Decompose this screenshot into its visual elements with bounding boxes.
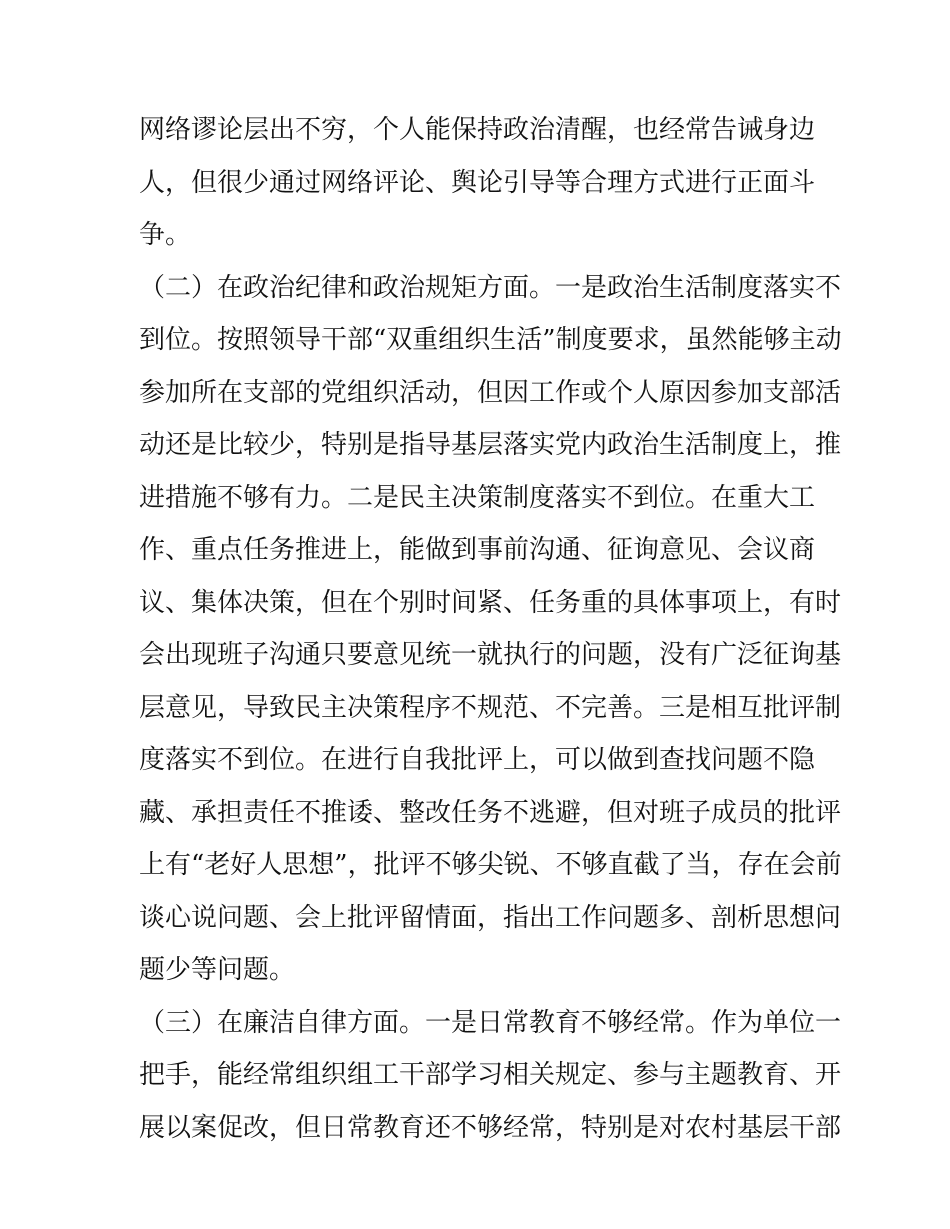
text-line: 会出现班子沟通只要意见统一就执行的问题，没有广泛征询基 — [139, 640, 842, 670]
text-line: 到位。按照领导干部“双重组织生活”制度要求，虽然能够主动 — [139, 325, 842, 355]
text-line: 进措施不够有力。二是民主决策制度落实不到位。在重大工 — [139, 482, 816, 513]
text-line: 层意见，导致民主决策程序不规范、不完善。三是相互批评制 — [139, 692, 842, 723]
text-line: 人，但很少通过网络评论、舆论引导等合理方式进行正面斗 — [139, 167, 816, 198]
document-body — [139, 104, 842, 1154]
text-line: 参加所在支部的党组织活动，但因工作或个人原因参加支部活 — [139, 377, 842, 408]
text-line: 上有“老好人思想”，批评不够尖锐、不够直截了当，存在会前 — [139, 850, 842, 880]
text-line: 展以案促改，但日常教育还不够经常，特别是对农村基层干部 — [139, 1112, 842, 1143]
text-line: 网络谬论层出不穷，个人能保持政治清醒，也经常告诫身边 — [139, 115, 816, 145]
text-line: 藏、承担责任不推诿、整改任务不逃避，但对班子成员的批评 — [139, 797, 842, 828]
text-line: 争。 — [139, 220, 192, 250]
section-heading-line: （二）在政治纪律和政治规矩方面。一是政治生活制度落实不 — [139, 272, 842, 303]
text-line: 议、集体决策，但在个别时间紧、任务重的具体事项上，有时 — [139, 587, 842, 618]
text-line: 作、重点任务推进上，能做到事前沟通、征询意见、会议商 — [139, 535, 816, 565]
text-line: 谈心说问题、会上批评留情面，指出工作问题多、剖析思想问 — [139, 902, 842, 933]
text-line: 题少等问题。 — [139, 955, 296, 985]
text-line: 度落实不到位。在进行自我批评上，可以做到查找问题不隐 — [139, 745, 816, 775]
text-line: 把手，能经常组织组工干部学习相关规定、参与主题教育、开 — [139, 1060, 842, 1090]
text-line: 动还是比较少，特别是指导基层落实党内政治生活制度上，推 — [139, 430, 842, 460]
section-heading-line: （三）在廉洁自律方面。一是日常教育不够经常。作为单位一 — [139, 1007, 842, 1038]
